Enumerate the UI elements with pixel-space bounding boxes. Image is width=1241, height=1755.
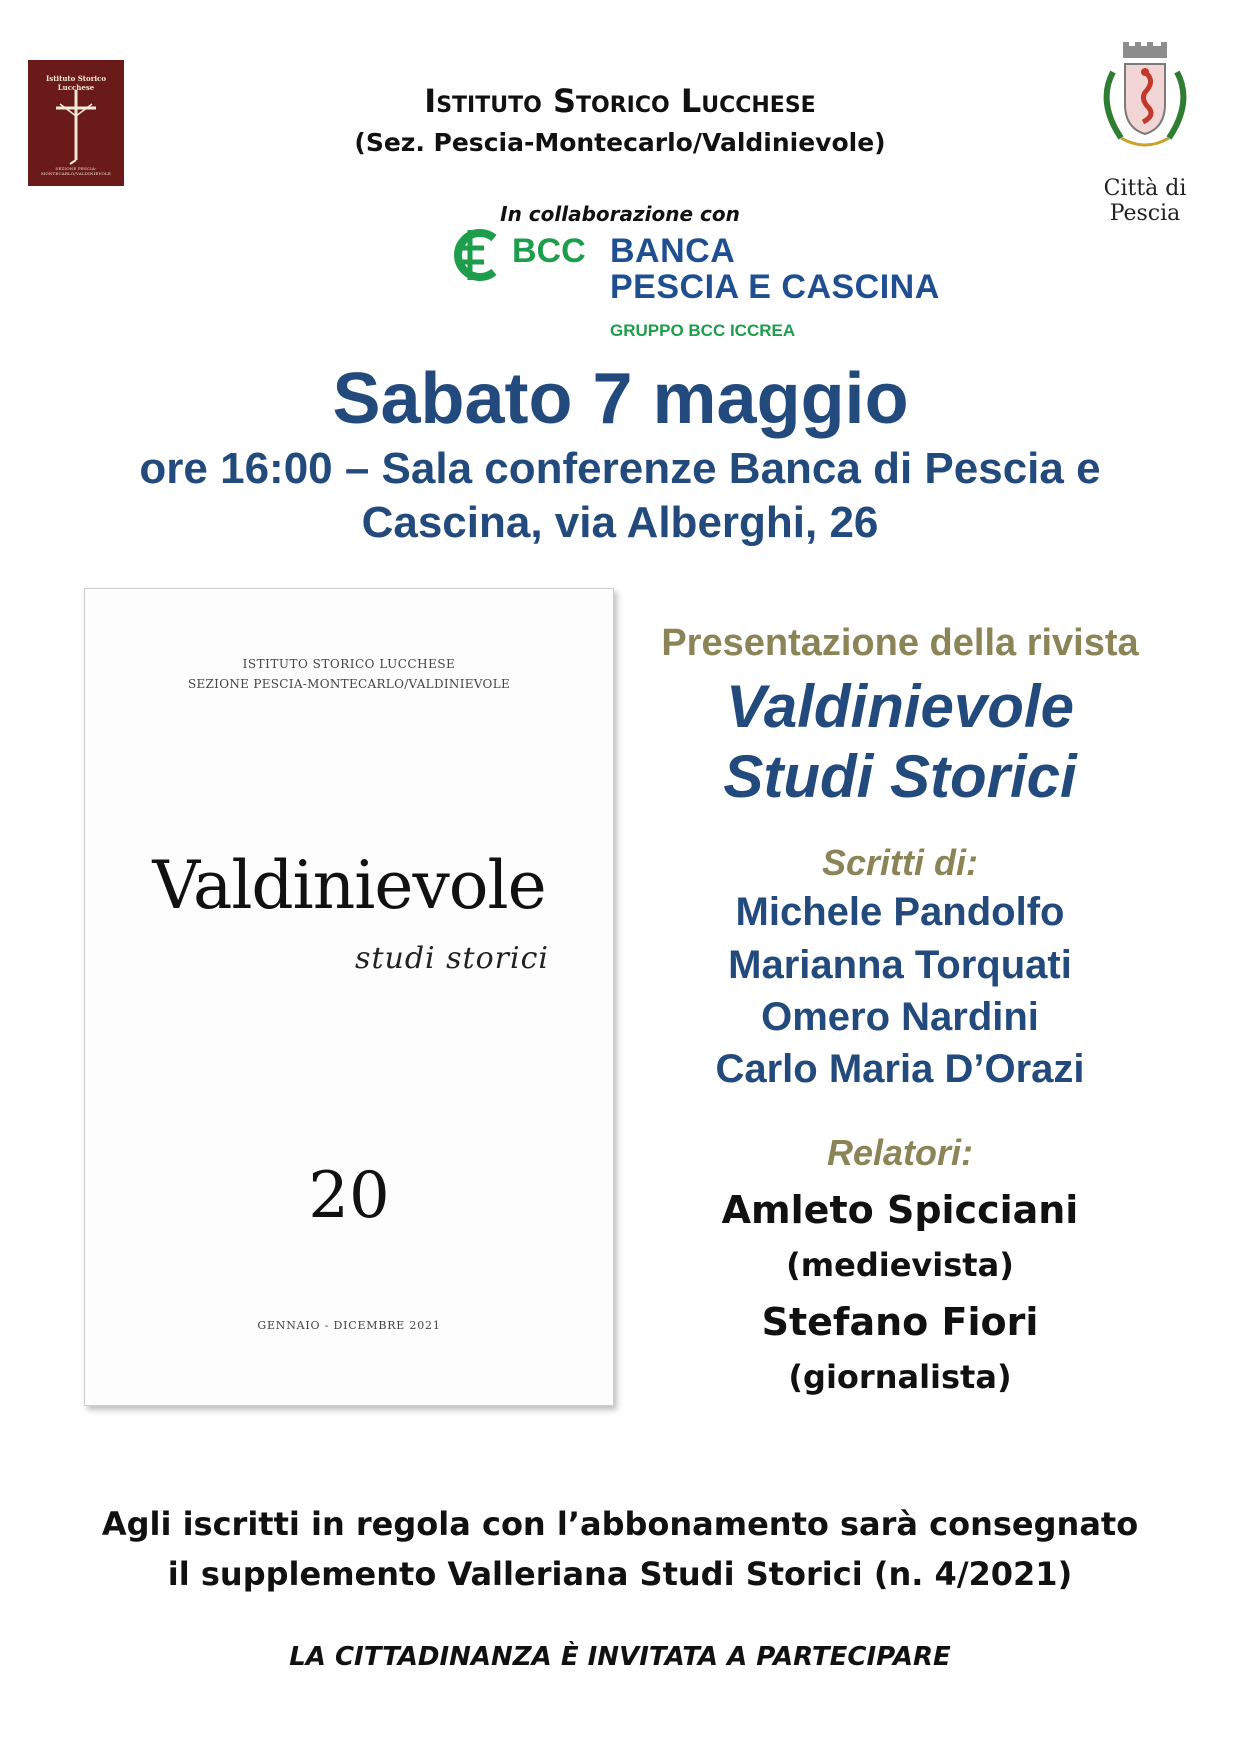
city-label: Città di Pescia [1103, 176, 1187, 226]
cover-institute-line2: SEZIONE PESCIA-MONTECARLO/VALDINIEVOLE [187, 677, 511, 691]
speaker-role: (medievista) [786, 1246, 1014, 1284]
logo-title: Istituto Storico Lucchese [45, 74, 106, 92]
authors-label: Scritti di: [821, 842, 978, 883]
cover-period: GENNAIO - DICEMBRE 2021 [257, 1319, 441, 1332]
crucifix-icon [46, 86, 106, 166]
presentation-label: Presentazione della rivista [661, 622, 1139, 664]
collaboration-label: In collaborazione con [500, 202, 740, 226]
logo-footer: SEZIONE PESCIA-MONTECARLO/VALDINIEVOLE [41, 166, 111, 176]
bcc-logo-icon [450, 226, 506, 284]
author-name: Carlo Maria D’Orazi [715, 1047, 1085, 1091]
event-date: Sabato 7 maggio [332, 359, 909, 439]
event-place-line1: ore 16:00 – Sala conferenze Banca di Pescia e [139, 444, 1101, 493]
bank-acronym: BCC [512, 232, 586, 270]
cover-institute-line1: ISTITUTO STORICO LUCCHESE [242, 657, 456, 671]
invitation-text: LA CITTADINANZA È INVITATA A PARTECIPARE [289, 1642, 951, 1672]
speakers-label: Relatori: [826, 1132, 974, 1173]
speaker-name: Amleto Spicciani [721, 1188, 1079, 1232]
subscriber-note-line2: il supplemento Valleriana Studi Storici (n. 4/2021) [167, 1555, 1073, 1593]
speaker-role: (giornalista) [788, 1358, 1012, 1396]
subscriber-note-line1: Agli iscritti in regola con l’abbonamento sarà consegnato [101, 1505, 1139, 1543]
bank-name-line2: PESCIA E CASCINA [610, 268, 940, 306]
author-name: Omero Nardini [761, 995, 1039, 1039]
pescia-crest-icon [1085, 42, 1205, 160]
magazine-cover [84, 588, 614, 1406]
speaker-name: Stefano Fiori [761, 1300, 1039, 1344]
magazine-title-line1: Valdinievole [726, 673, 1074, 740]
org-title: Istituto Storico Lucchese [424, 82, 816, 120]
cover-title: Valdinievole [152, 847, 546, 924]
cover-issue-number: 20 [308, 1159, 390, 1233]
magazine-title-line2: Studi Storici [723, 743, 1077, 810]
author-name: Michele Pandolfo [735, 890, 1065, 934]
event-place-line2: Cascina, via Alberghi, 26 [361, 498, 879, 547]
author-name: Marianna Torquati [728, 943, 1072, 987]
org-subtitle: (Sez. Pescia-Montecarlo/Valdinievole) [354, 128, 886, 157]
cover-subtitle: studi storici [355, 941, 549, 976]
bank-group: GRUPPO BCC ICCREA [610, 321, 796, 340]
institute-logo [28, 60, 124, 186]
bank-name-line1: BANCA [610, 232, 736, 270]
